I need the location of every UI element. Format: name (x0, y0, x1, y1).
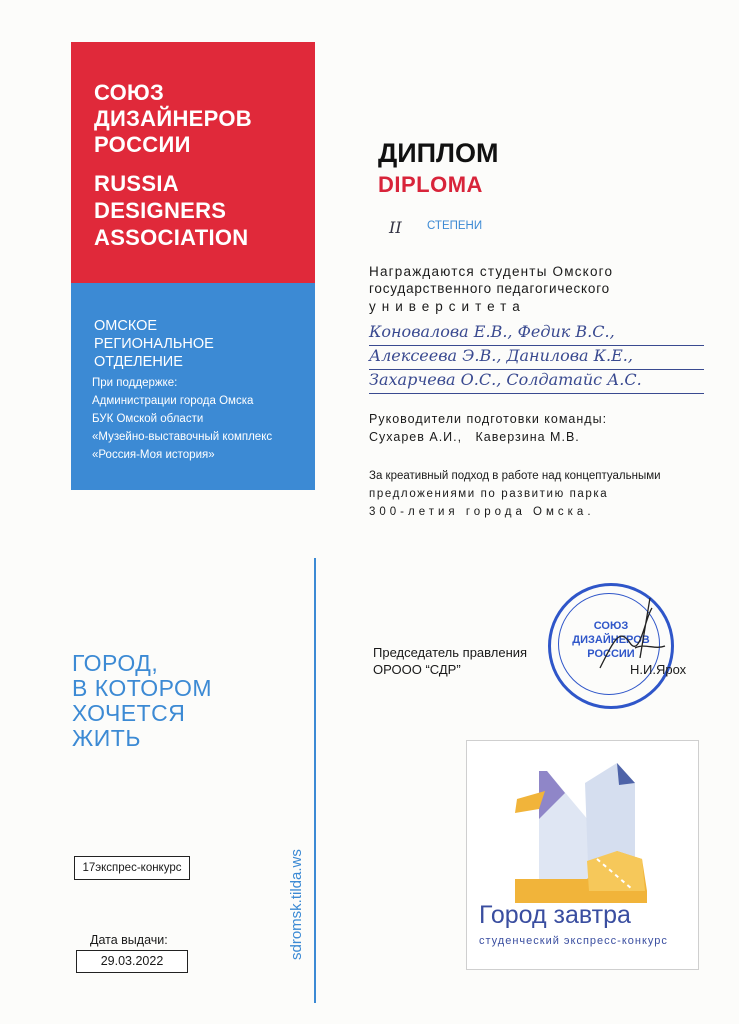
org-name-line: DESIGNERS (94, 198, 227, 223)
org-banner-blue (71, 283, 315, 490)
diploma-title: ДИПЛОМ (378, 138, 499, 168)
org-name-line: ДИЗАЙНЕРОВ (94, 106, 252, 131)
issue-date-label: Дата выдачи: (90, 933, 168, 947)
region-line: ОТДЕЛЕНИЕ (94, 354, 183, 370)
signatory-position: Председатель правления (373, 645, 528, 660)
org-name-line: РОССИИ (94, 132, 191, 157)
signatory-org: ОРООО “СДР” (373, 662, 461, 677)
awardee-names: Коновалова Е.В., Федик В.С., (369, 322, 615, 341)
support-line: «Россия-Моя история» (92, 449, 215, 461)
website-url: sdromsk.tilda.ws (288, 849, 305, 960)
support-line: При поддержке: (92, 377, 178, 389)
diploma-title-en: DIPLOMA (378, 172, 483, 197)
signature-scribble (590, 588, 680, 678)
awardee-names: Алексеева Э.В., Данилова К.Е., (369, 346, 633, 365)
name-underline (369, 393, 704, 394)
contest-box: 17экспрес-конкурс (74, 856, 190, 880)
contest-logo (466, 740, 699, 970)
supervisors-names: Сухарев А.И., Каверзина М.В. (369, 430, 580, 444)
slogan-line: В КОТОРОМ (72, 675, 213, 701)
org-name-line: ASSOCIATION (94, 225, 249, 250)
reason-line: 300-летия города Омска. (369, 506, 595, 518)
logo-subtitle: студенческий экспресс-конкурс (479, 935, 668, 947)
logo-title: Город завтра (479, 901, 631, 929)
degree-numeral: II (389, 218, 402, 237)
support-line: «Музейно-выставочный комплекс (92, 431, 273, 443)
org-name-line: СОЮЗ (94, 80, 165, 105)
divider-line (314, 558, 316, 1003)
stamp-text: СОЮЗ (593, 620, 629, 632)
reason-line: предложениями по развитию парка (369, 488, 609, 500)
degree-label: СТЕПЕНИ (427, 220, 483, 232)
awarded-line: государственного педагогического (369, 281, 610, 296)
stamp-text: ДИЗАЙНЕРОВ (572, 634, 650, 646)
reason-line: За креативный подход в работе над концептуальными (369, 470, 661, 482)
slogan-line: ГОРОД, (72, 650, 159, 676)
support-line: БУК Омской области (92, 413, 204, 425)
org-banner-red (71, 42, 315, 283)
org-name-line: RUSSIA (94, 171, 179, 196)
slogan-line: ХОЧЕТСЯ (72, 700, 186, 726)
signatory-name: Н.И.Ярох (630, 662, 687, 677)
region-line: ОМСКОЕ (94, 318, 158, 334)
supervisors-label: Руководители подготовки команды: (369, 412, 608, 426)
awarded-line: университета (369, 299, 526, 314)
slogan-line: ЖИТЬ (72, 725, 141, 751)
support-line: Администрации города Омска (92, 395, 254, 407)
region-line: РЕГИОНАЛЬНОЕ (94, 336, 214, 352)
awarded-line: Награждаются студенты Омского (369, 264, 614, 279)
issue-date-value: 29.03.2022 (76, 950, 188, 973)
awardee-names: Захарчева О.С., Солдатайс А.С. (369, 370, 642, 389)
stamp-text: РОССИИ (587, 648, 635, 660)
